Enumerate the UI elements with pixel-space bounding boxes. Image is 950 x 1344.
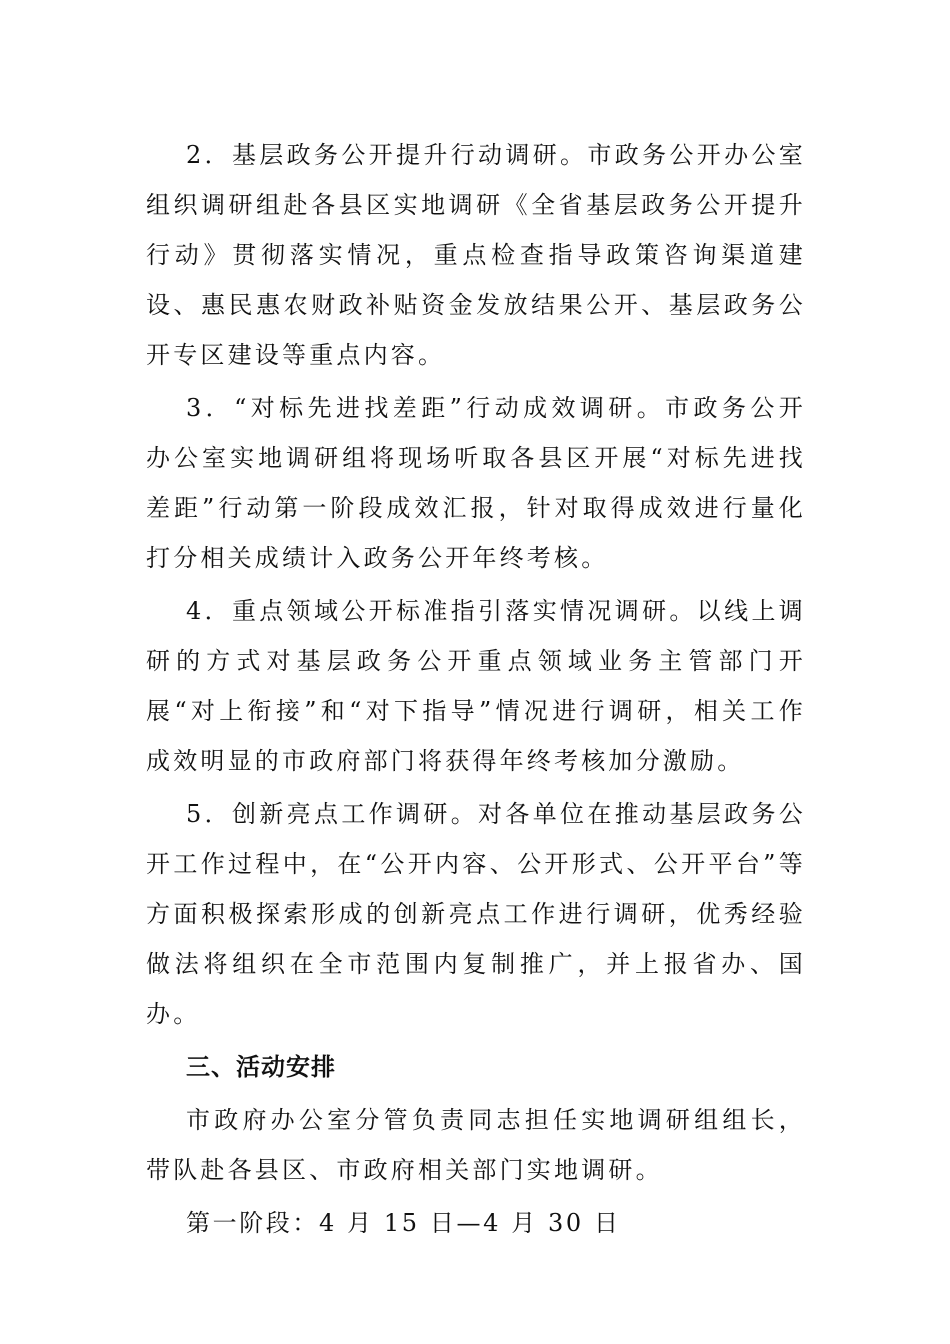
arrangement-paragraph: 市政府办公室分管负责同志担任实地调研组组长，带队赴各县区、市政府相关部门实地调研。 [146,1106,806,1184]
paragraph-item-3: 3．“对标先进找差距”行动成效调研。市政务公开办公室实地调研组将现场听取各县区开展“对标先进找差距”行动第一阶段成效汇报，针对取得成效进行量化打分相关成绩计入政务公开年终考核。 [146,394,806,572]
phase-one-line: 第一阶段：4 月 15 日—4 月 30 日 [186,1209,621,1237]
paragraph-item-5: 5．创新亮点工作调研。对各单位在推动基层政务公开工作过程中，在“公开内容、公开形式、公开平台”等方面积极探索形成的创新亮点工作进行调研，优秀经验做法将组织在全市范围内复制推广，并上报省办、国办。 [146,800,806,1028]
section-heading: 三、活动安排 [186,1053,336,1081]
paragraph-item-2: 2．基层政务公开提升行动调研。市政务公开办公室组织调研组赴各县区实地调研《全省基层政务公开提升行动》贯彻落实情况，重点检查指导政策咨询渠道建设、惠民惠农财政补贴资金发放结果公开、基层政务公开专区建设等重点内容。 [146,141,806,369]
document-body [146,130,806,1251]
paragraph-item-4: 4．重点领域公开标准指引落实情况调研。以线上调研的方式对基层政务公开重点领域业务主管部门开展“对上衔接”和“对下指导”情况进行调研，相关工作成效明显的市政府部门将获得年终考核加分激励。 [146,597,806,775]
